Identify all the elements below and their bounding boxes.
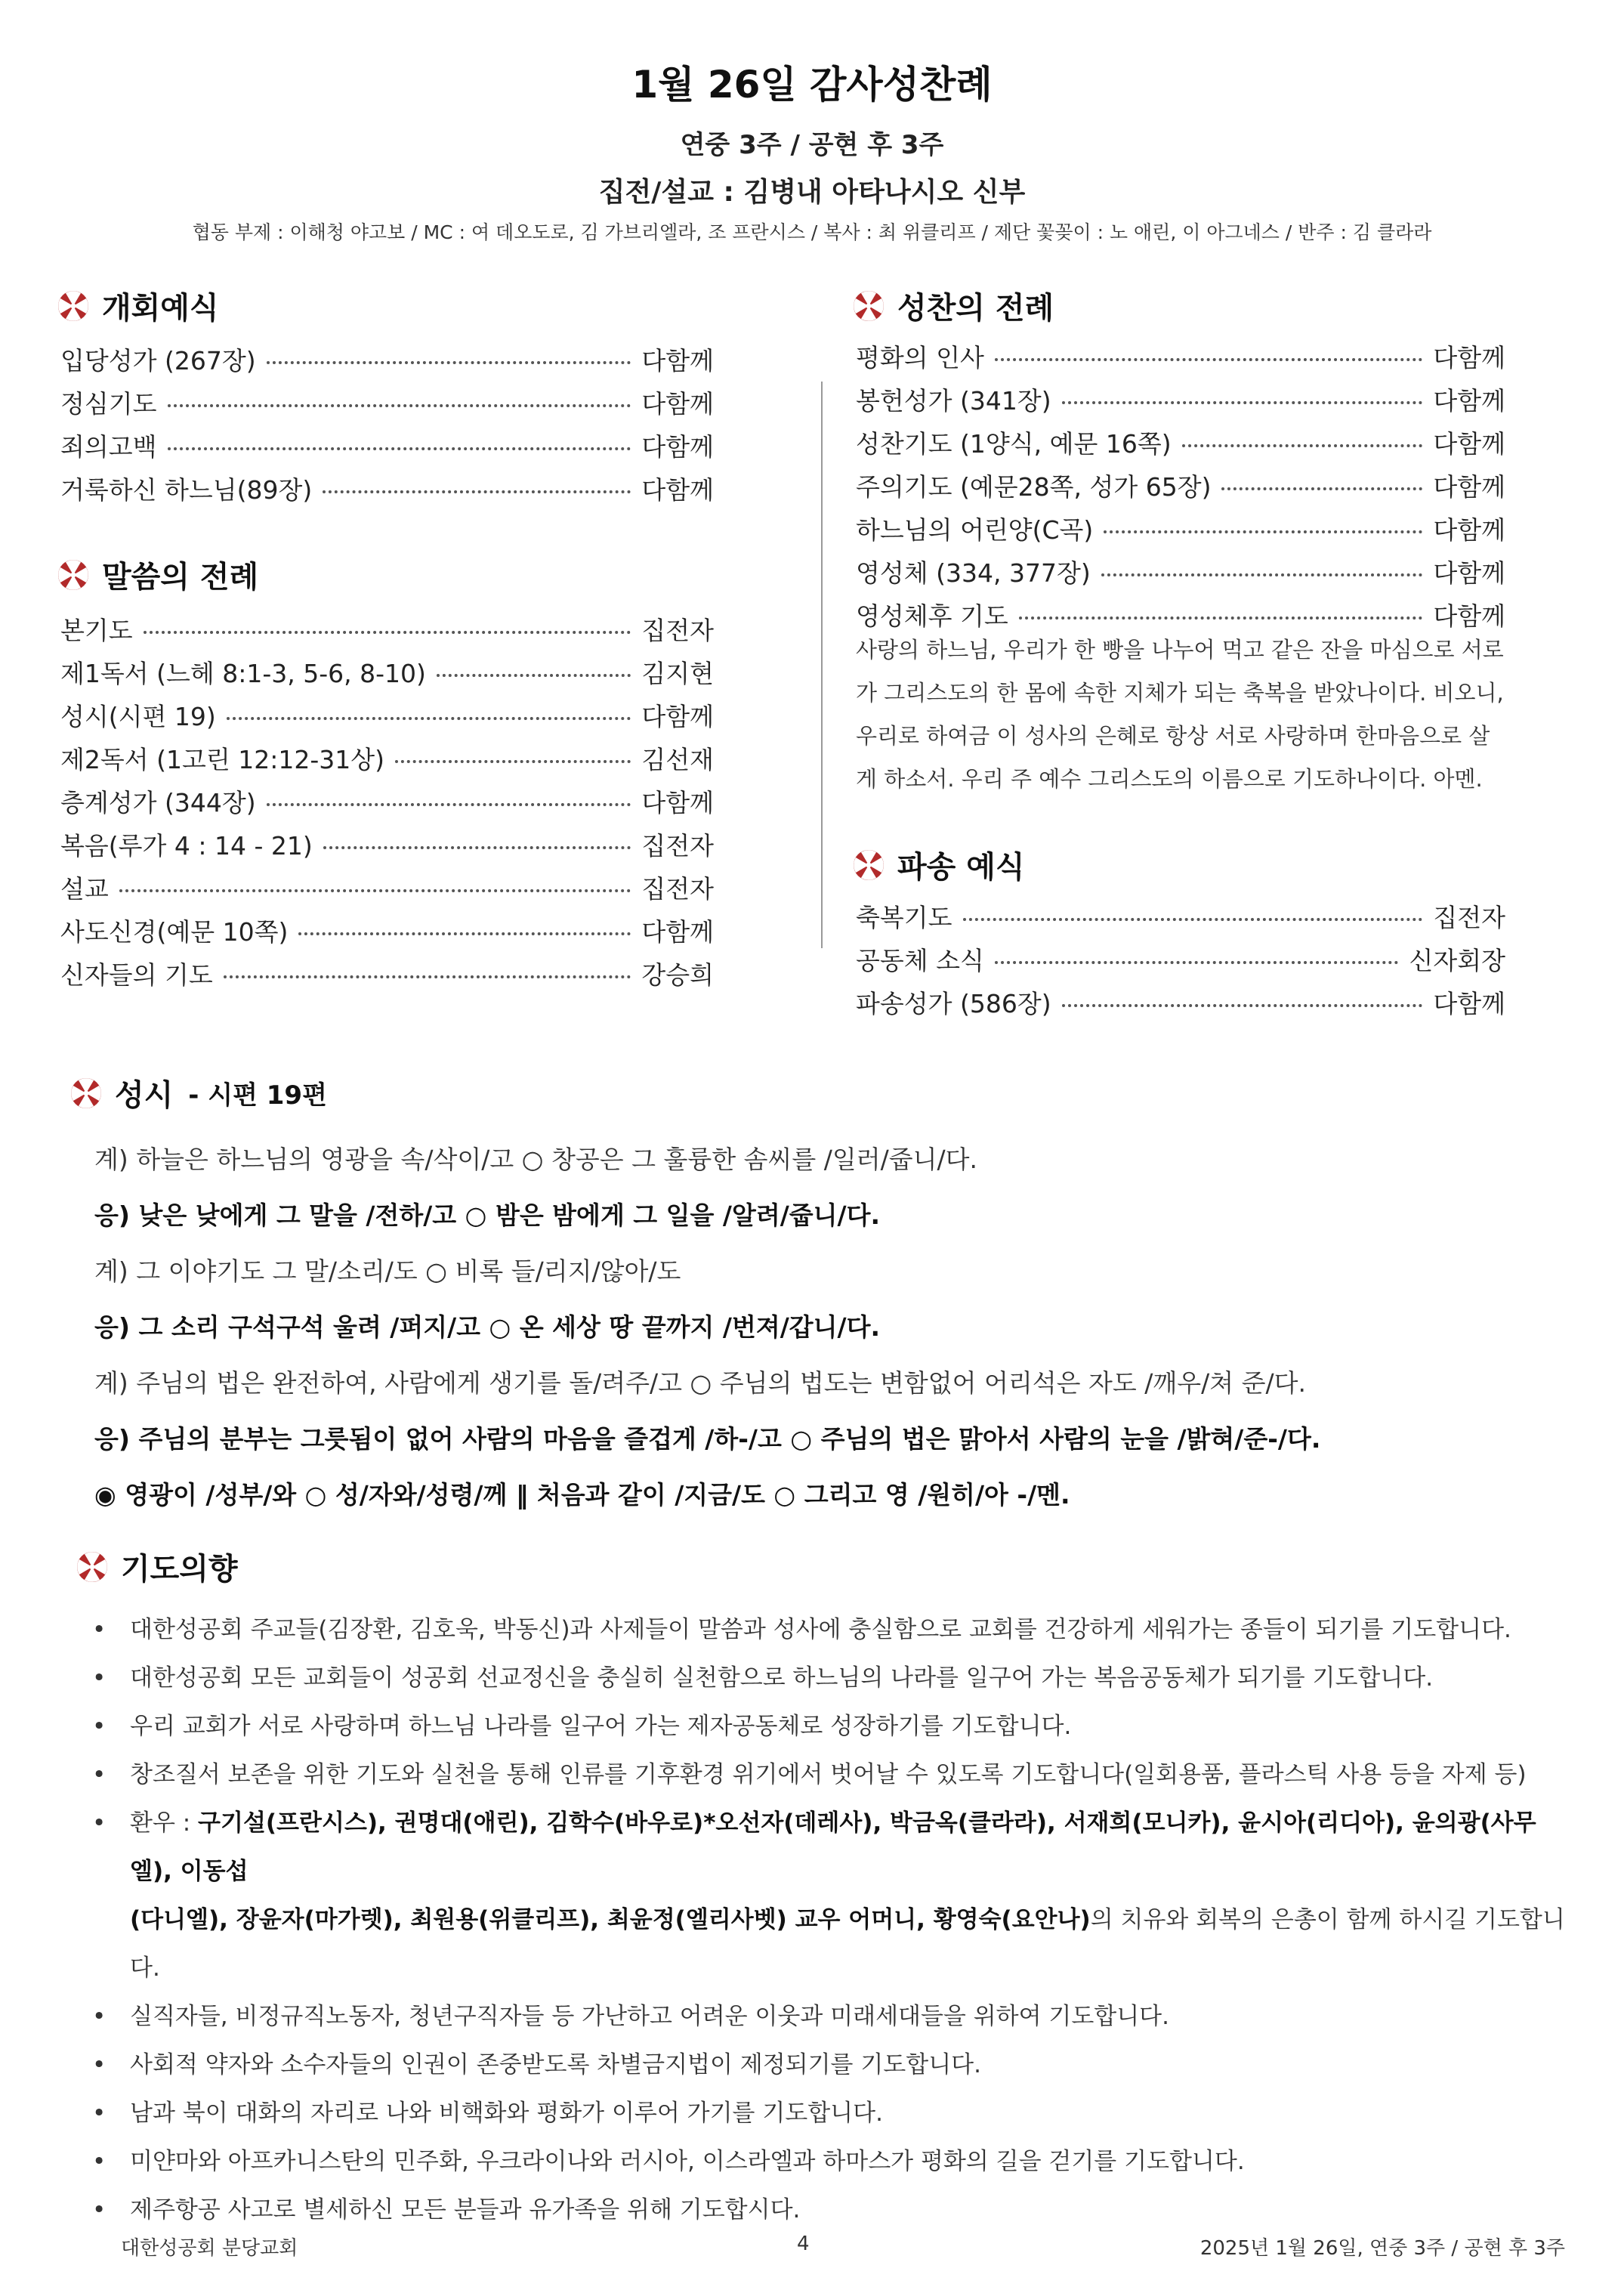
row-label: 성시(시편 19) — [60, 702, 216, 731]
intention-text: 사회적 약자와 소수자들의 인권이 존중받도록 차별금지법이 제정되기를 기도합니다. — [130, 2051, 981, 2078]
word-heading — [57, 553, 258, 596]
leader-dots — [168, 447, 631, 450]
list-item — [89, 1605, 1570, 1654]
row-label: 영성체후 기도 — [856, 601, 1008, 631]
row-label: 본기도 — [60, 616, 133, 645]
row-label: 죄의고백 — [60, 432, 157, 462]
row-label: 평화의 인사 — [856, 343, 984, 372]
liturgy-row — [856, 938, 1505, 981]
leader-dots — [1019, 617, 1423, 620]
footer-church: 대한성공회 분당교회 — [121, 2237, 298, 2260]
gathering-list — [60, 338, 714, 510]
row-role: 김지현 — [641, 659, 714, 688]
row-role: 집전자 — [641, 616, 714, 645]
row-role: 다함께 — [641, 389, 714, 419]
row-role: 다함께 — [641, 788, 714, 817]
list-item — [89, 2137, 1570, 2186]
liturgy-row — [60, 338, 714, 381]
cross-icon — [852, 289, 885, 323]
row-label: 복음(루가 4 : 14 - 21) — [60, 831, 313, 861]
liturgy-row — [856, 378, 1505, 421]
row-label: 제1독서 (느헤 8:1-3, 5-6, 8-10) — [60, 659, 426, 688]
row-role: 다함께 — [1433, 472, 1505, 502]
leader-dots — [144, 631, 631, 634]
intention-text: 미얀마와 아프카니스탄의 민주화, 우크라이나와 러시아, 이스라엘과 하마스가 평화의 길을 걷기를 기도합니다. — [130, 2148, 1245, 2175]
liturgy-row — [856, 335, 1505, 378]
liturgy-row — [60, 607, 714, 651]
bullet-marker: • — [92, 1713, 107, 1740]
gathering-heading — [57, 284, 219, 327]
column-divider — [821, 382, 823, 948]
season-line: 연중 3주 / 공현 후 3주 — [680, 130, 944, 160]
psalm-heading-sub: - 시편 19편 — [188, 1080, 327, 1111]
bullet-marker: • — [92, 2148, 107, 2175]
intention-text: 대한성공회 모든 교회들이 성공회 선교정신을 충실히 실천함으로 하느님의 나라를 일구어 가는 복음공동체가 되기를 기도합니다. — [130, 1664, 1434, 1692]
liturgy-row — [60, 651, 714, 694]
cross-icon — [76, 1550, 109, 1584]
row-label: 공동체 소식 — [856, 946, 984, 975]
psalm-line: ◉ 영광이 /성부/와 ○ 성/자와/성령/께 ‖ 처음과 같이 /지금/도 ○ 그리고 영 /원히/아 -/멘. — [94, 1479, 1070, 1510]
leader-dots — [227, 717, 631, 720]
row-label: 축복기도 — [856, 903, 952, 932]
leader-dots — [1101, 573, 1423, 576]
row-label: 거룩하신 하느님(89장) — [60, 475, 313, 505]
row-label: 주의기도 (예문28쪽, 성가 65장) — [856, 472, 1212, 502]
liturgy-row — [856, 981, 1505, 1024]
celebrant-line: 집전/설교 : 김병내 아타나시오 신부 — [598, 177, 1026, 208]
psalm-line: 응) 주님의 분부는 그릇됨이 없어 사람의 마음을 즐겁게 /하-/고 ○ 주님의 법은 맑아서 사람의 눈을 /밝혀/준-/다. — [94, 1423, 1321, 1454]
row-label: 신자들의 기도 — [60, 960, 213, 990]
leader-dots — [1062, 1004, 1423, 1007]
leader-dots — [1062, 401, 1423, 404]
row-label: 사도신경(예문 10쪽) — [60, 917, 289, 947]
cross-icon — [852, 848, 885, 882]
list-item — [89, 1702, 1570, 1751]
bullet-marker: • — [92, 2003, 107, 2030]
list-item — [89, 2041, 1570, 2089]
liturgy-row — [60, 737, 714, 780]
dismissal-list — [856, 895, 1505, 1024]
eucharist-list — [856, 335, 1505, 636]
bullet-marker: • — [92, 1616, 107, 1643]
bullet-marker: • — [92, 1761, 107, 1788]
intention-text: 대한성공회 주교들(김장환, 김호욱, 박동신)과 사제들이 말씀과 성사에 충실함으로 교회를 건강하게 세워가는 종들이 되기를 기도합니다. — [130, 1616, 1511, 1643]
intention-text: 창조질서 보존을 위한 기도와 실천을 통해 인류를 기후환경 위기에서 벗어날 수 있도록 기도합니다(일회용품, 플라스틱 사용 등을 자제 등) — [130, 1761, 1527, 1788]
liturgy-row — [856, 507, 1505, 550]
intentions-heading — [76, 1545, 238, 1588]
row-label: 파송성가 (586장) — [856, 989, 1051, 1018]
dismissal-heading-text: 파송 예식 — [897, 850, 1025, 885]
leader-dots — [1104, 530, 1422, 533]
intentions-list — [89, 1605, 1570, 2234]
intentions-heading-text: 기도의향 — [121, 1552, 238, 1587]
row-label: 봉헌성가 (341장) — [856, 386, 1051, 416]
gathering-heading-text: 개회예식 — [102, 291, 219, 326]
row-role: 다함께 — [1433, 515, 1505, 545]
psalm-heading-text: 성시 — [115, 1078, 174, 1113]
row-role: 신자회장 — [1409, 946, 1505, 975]
word-heading-text: 말씀의 전례 — [102, 560, 259, 595]
psalm-line: 계) 주님의 법은 완전하여, 사람에게 생기를 돌/려주/고 ○ 주님의 법도는 변함없어 어리석은 자도 /깨우/쳐 준/다. — [94, 1367, 1306, 1398]
row-role: 다함께 — [641, 475, 714, 505]
list-item — [89, 1992, 1570, 2041]
row-role: 다함께 — [1433, 343, 1505, 372]
liturgy-row — [60, 467, 714, 510]
psalm-heading — [69, 1071, 327, 1114]
row-role: 집전자 — [641, 831, 714, 861]
sick-intention — [130, 1799, 1570, 1992]
intention-text: 제주항공 사고로 별세하신 모든 분들과 유가족을 위해 기도합시다. — [130, 2196, 801, 2223]
liturgy-row — [856, 421, 1505, 464]
row-label: 층계성가 (344장) — [60, 788, 256, 817]
liturgy-row — [60, 780, 714, 823]
leader-dots — [995, 961, 1399, 964]
row-role: 집전자 — [1433, 903, 1505, 932]
row-label: 하느님의 어린양(C곡) — [856, 515, 1094, 545]
liturgy-row — [856, 895, 1505, 938]
liturgy-row — [60, 424, 714, 467]
bullet-marker: • — [92, 2196, 107, 2223]
row-role: 다함께 — [1433, 558, 1505, 588]
bullet-marker: • — [92, 2100, 107, 2127]
leader-dots — [267, 803, 631, 806]
leader-dots — [168, 404, 631, 407]
leader-dots — [995, 358, 1422, 361]
intention-text: 남과 북이 대화의 자리로 나와 비핵화와 평화가 이루어 가기를 기도합니다. — [130, 2100, 883, 2127]
page-number: 4 — [797, 2233, 810, 2255]
psalm-line: 계) 그 이야기도 그 말/소리/도 ○ 비록 들/리지/않아/도 — [94, 1256, 681, 1286]
liturgy-row — [60, 823, 714, 866]
leader-dots — [395, 760, 631, 763]
word-list — [60, 607, 714, 995]
sick-suffix: 의 치유와 회복의 은총이 함께 하시길 기도합니다. — [130, 1906, 1565, 1982]
list-item — [89, 1654, 1570, 1702]
cross-icon — [57, 558, 90, 592]
psalm-line: 응) 낮은 낮에게 그 말을 /전하/고 ○ 밤은 밤에게 그 일을 /알려/줍니/다. — [94, 1200, 881, 1230]
leader-dots — [437, 674, 631, 677]
eucharist-heading — [852, 284, 1054, 327]
list-item — [89, 2186, 1570, 2234]
intention-text: 우리 교회가 서로 사랑하며 하느님 나라를 일구어 가는 제자공동체로 성장하기를 기도합니다. — [130, 1713, 1072, 1740]
cross-icon — [57, 289, 90, 323]
list-item — [89, 1751, 1570, 1799]
leader-dots — [298, 932, 631, 935]
row-label: 정심기도 — [60, 389, 157, 419]
leader-dots — [267, 361, 631, 364]
bullet-marker: • — [92, 2051, 107, 2078]
psalm-text — [94, 1130, 1567, 1521]
cross-icon — [69, 1077, 103, 1110]
leader-dots — [224, 975, 631, 978]
liturgy-row — [856, 464, 1505, 507]
leader-dots — [119, 889, 631, 892]
liturgy-row — [60, 381, 714, 424]
row-role: 김선재 — [641, 745, 714, 774]
liturgy-row — [60, 694, 714, 737]
liturgy-row — [60, 952, 714, 995]
liturgy-row — [856, 550, 1505, 593]
psalm-line: 응) 그 소리 구석구석 울려 /퍼지/고 ○ 온 세상 땅 끝까지 /번져/갑니/다. — [94, 1312, 881, 1342]
liturgy-row — [60, 909, 714, 952]
leader-dots — [323, 490, 631, 493]
bullet-marker: • — [92, 1809, 107, 1837]
psalm-line: 계) 하늘은 하느님의 영광을 속/삭이/고 ○ 창공은 그 훌륭한 솜씨를 /일러/줍니/다. — [94, 1144, 977, 1174]
row-role: 강승희 — [641, 960, 714, 990]
footer-date: 2025년 1월 26일, 연중 3주 / 공현 후 3주 — [1199, 2237, 1565, 2260]
row-label: 성찬기도 (1양식, 예문 16쪽) — [856, 429, 1172, 459]
eucharist-heading-text: 성찬의 전례 — [897, 291, 1054, 326]
credits-line: 협동 부제 : 이해청 야고보 / MC : 여 데오도로, 김 가브리엘라, 조 프란시스 / 복사 : 최 위클리프 / 제단 꽃꽂이 : 노 애린, 이 아그네스 / 반주 : 김 클라라 — [192, 221, 1432, 243]
sick-names-line1: 구기설(프란시스), 권명대(애린), 김학수(바우로)*오선자(데레사), 박금옥(클라라), 서재희(모니카), 윤시아(리디아), 윤의광(사무엘), 이동섭 — [130, 1809, 1536, 1885]
leader-dots — [963, 918, 1423, 921]
dismissal-heading — [852, 843, 1025, 886]
post-communion-prayer: 사랑의 하느님, 우리가 한 빵을 나누어 먹고 같은 잔을 마심으로 서로가 그리스도의 한 몸에 속한 지체가 되는 축복을 받았나이다. 비오니, 우리로 하여금 이 성사의 은혜로 항상 서로 사랑하며 한마음으로 살게 하소서. 우리 주 예수 그리스도의 이름으로 기도하나이다. 아멘. — [856, 637, 1504, 792]
row-role: 다함께 — [1433, 429, 1505, 459]
page-title: 1월 26일 감사성찬례 — [631, 63, 993, 107]
row-label: 입당성가 (267장) — [60, 346, 256, 375]
list-item — [89, 2089, 1570, 2137]
row-label: 설교 — [60, 874, 109, 904]
row-role: 다함께 — [1433, 989, 1505, 1018]
row-role: 다함께 — [641, 346, 714, 375]
intention-text: 실직자들, 비정규직노동자, 청년구직자들 등 가난하고 어려운 이웃과 미래세대들을 위하여 기도합니다. — [130, 2003, 1169, 2030]
row-role: 다함께 — [641, 702, 714, 731]
list-item-sick — [89, 1799, 1570, 1992]
leader-dots — [1182, 444, 1423, 447]
row-role: 다함께 — [1433, 601, 1505, 631]
sick-prefix: 환우 : — [130, 1809, 199, 1837]
leader-dots — [1221, 487, 1422, 490]
leader-dots — [323, 846, 631, 849]
row-role: 다함께 — [641, 917, 714, 947]
row-role: 다함께 — [1433, 386, 1505, 416]
liturgy-row — [60, 866, 714, 909]
row-label: 영성체 (334, 377장) — [856, 558, 1091, 588]
row-role: 다함께 — [641, 432, 714, 462]
sick-names-line2: (다니엘), 장윤자(마가렛), 최원용(위클리프), 최윤정(엘리사벳) 교우 어머니, 황영숙(요안나) — [130, 1906, 1091, 1933]
row-label: 제2독서 (1고린 12:12-31상) — [60, 745, 384, 774]
row-role: 집전자 — [641, 874, 714, 904]
bullet-marker: • — [92, 1664, 107, 1692]
